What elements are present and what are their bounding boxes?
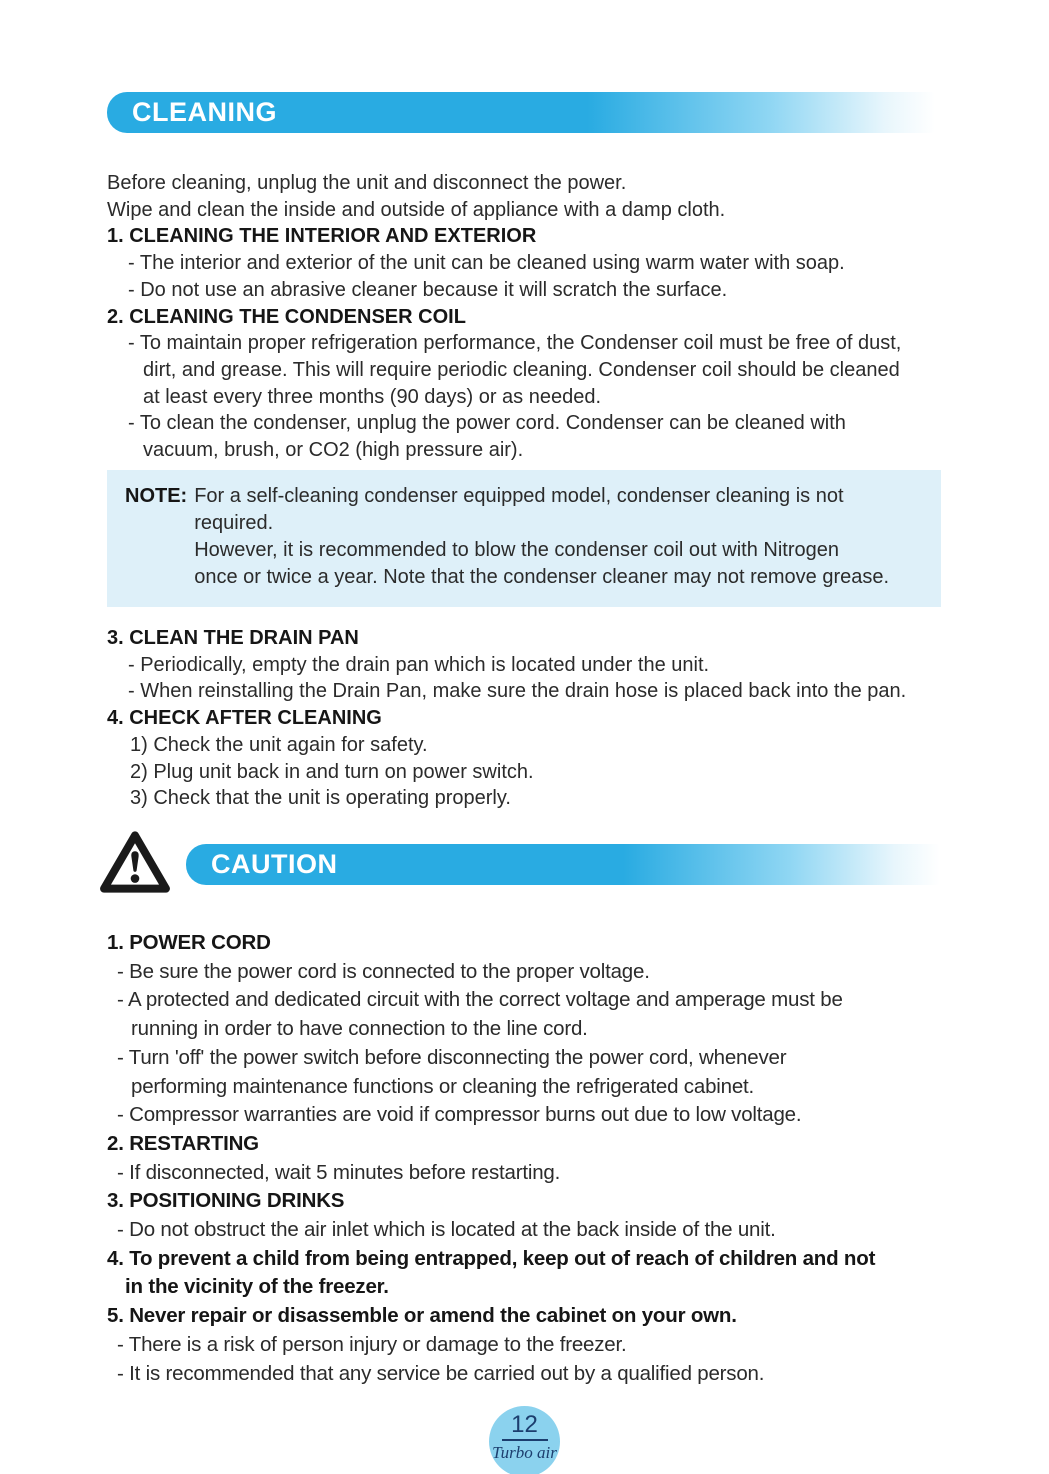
text-line: - Compressor warranties are void if compressor burns out due to low voltage.: [117, 1103, 802, 1127]
note-label: NOTE:: [125, 485, 188, 507]
text-line: - To maintain proper refrigeration performance, the Condenser coil must be free of dust,: [128, 332, 902, 355]
cleaning-section-title: CLEANING: [132, 97, 277, 127]
cleaning-item-1-heading: 1. CLEANING THE INTERIOR AND EXTERIOR: [107, 225, 537, 248]
page-number: 12: [511, 1411, 538, 1438]
text-line: - The interior and exterior of the unit can be cleaned using warm water with soap.: [128, 252, 845, 275]
text-line: Before cleaning, unplug the unit and disconnect the power.: [107, 172, 627, 194]
footer-page-badge: [489, 1406, 560, 1474]
text-line: - Do not obstruct the air inlet which is located at the back inside of the unit.: [117, 1218, 776, 1242]
cleaning-text-block-2: [107, 625, 949, 812]
note-text: [194, 483, 889, 607]
text-line: once or twice a year. Note that the condenser cleaner may not remove grease.: [194, 566, 890, 588]
text-line: - Be sure the power cord is connected to the proper voltage.: [117, 959, 650, 983]
text-line: 3) Check that the unit is operating properly.: [130, 787, 511, 810]
caution-item-4-heading-cont: in the vicinity of the freezer.: [125, 1275, 389, 1299]
warning-triangle-icon: [99, 830, 171, 894]
text-line: - There is a risk of person injury or damage to the freezer.: [117, 1332, 627, 1356]
text-line: at least every three months (90 days) or as needed.: [143, 385, 602, 408]
caution-item-4-heading: 4. To prevent a child from being entrapped, keep out of reach of children and not: [107, 1246, 876, 1270]
text-line: dirt, and grease. This will require periodic cleaning. Condenser coil should be cleaned: [143, 358, 900, 381]
caution-item-1-heading: 1. POWER CORD: [107, 931, 271, 954]
text-line: - When reinstalling the Drain Pan, make sure the drain hose is placed back into the pan.: [128, 680, 907, 703]
caution-item-2-heading: 2. RESTARTING: [107, 1131, 259, 1155]
brand-logo-text: Turbo air: [492, 1443, 557, 1462]
caution-item-5-heading: 5. Never repair or disassemble or amend the cabinet on your own.: [107, 1304, 737, 1328]
caution-text-block: [107, 929, 949, 1388]
text-line: Wipe and clean the inside and outside of appliance with a damp cloth.: [107, 198, 726, 221]
text-line: - Do not use an abrasive cleaner because it will scratch the surface.: [128, 278, 728, 301]
text-line: For a self-cleaning condenser equipped model, condenser cleaning is not: [194, 485, 844, 507]
text-line: running in order to have connection to the line cord.: [131, 1017, 588, 1041]
cleaning-text-block-1: [107, 170, 949, 464]
text-line: 2) Plug unit back in and turn on power switch.: [130, 760, 534, 783]
caution-section-title: CAUTION: [211, 849, 338, 879]
caution-section-header-bar: [186, 844, 940, 885]
text-line: However, it is recommended to blow the condenser coil out with Nitrogen: [194, 539, 839, 561]
text-line: - A protected and dedicated circuit with the correct voltage and amperage must be: [117, 988, 843, 1012]
text-line: - Turn 'off' the power switch before disconnecting the power cord, whenever: [117, 1045, 787, 1069]
caution-item-3-heading: 3. POSITIONING DRINKS: [107, 1189, 345, 1213]
footer-divider: [502, 1439, 548, 1441]
text-line: - If disconnected, wait 5 minutes before restarting.: [117, 1160, 561, 1184]
cleaning-item-2-heading: 2. CLEANING THE CONDENSER COIL: [107, 305, 466, 328]
text-line: 1) Check the unit again for safety.: [130, 733, 428, 756]
text-line: - Periodically, empty the drain pan which is located under the unit.: [128, 653, 710, 676]
text-line: required.: [194, 512, 274, 534]
cleaning-item-4-heading: 4. CHECK AFTER CLEANING: [107, 707, 382, 730]
text-line: - It is recommended that any service be carried out by a qualified person.: [117, 1361, 765, 1385]
cleaning-section-header-bar: [107, 92, 935, 133]
text-line: vacuum, brush, or CO2 (high pressure air).: [143, 439, 524, 462]
text-line: performing maintenance functions or cleaning the refrigerated cabinet.: [131, 1074, 755, 1098]
text-line: - To clean the condenser, unplug the power cord. Condenser can be cleaned with: [128, 412, 846, 435]
cleaning-item-3-heading: 3. CLEAN THE DRAIN PAN: [107, 627, 359, 649]
note-box: [107, 470, 941, 607]
